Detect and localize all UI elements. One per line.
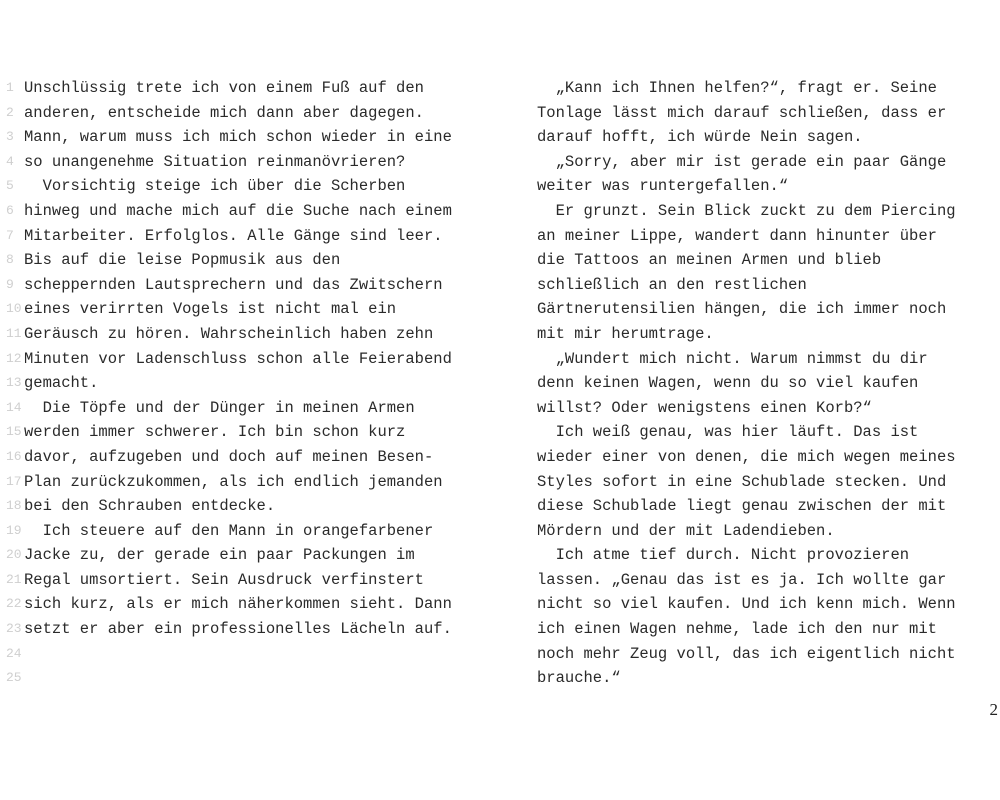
text-line	[0, 494, 510, 519]
text-line: denn keinen Wagen, wenn du so viel kaufen	[537, 374, 919, 393]
line-number: 1	[6, 80, 14, 95]
line-text: Geräusch zu hören. Wahrscheinlich haben zehn	[24, 324, 434, 343]
line-text: gemacht.	[24, 374, 99, 393]
text-line	[0, 174, 510, 199]
line-text: Unschlüssig trete ich von einem Fuß auf den	[24, 79, 424, 97]
text-line: wieder einer von denen, die mich wegen meines	[537, 447, 956, 466]
line-text: Mann, warum muss ich mich schon wieder in eine	[24, 128, 452, 147]
text-line	[0, 420, 510, 445]
line-text: Bis auf die leise Popmusik aus den	[24, 251, 341, 270]
text-line: lassen. „Genau das ist es ja. Ich wollte gar	[537, 570, 947, 589]
line-text: setzt er aber ein professionelles Lächeln auf.	[24, 620, 452, 639]
text-line	[0, 322, 510, 347]
text-line	[0, 617, 510, 642]
line-number: 6	[6, 202, 14, 218]
text-line	[0, 76, 510, 101]
line-text: sich kurz, als er mich näherkommen sieht. Dann	[24, 595, 452, 614]
line-text: hinweg und mache mich auf die Suche nach einem	[24, 201, 452, 220]
text-line	[0, 371, 510, 396]
line-number: 13	[6, 375, 22, 391]
line-text: eines verirrten Vogels ist nicht mal ein	[24, 300, 397, 319]
line-number: 21	[6, 571, 22, 587]
text-line: Ich atme tief durch. Nicht provozieren	[537, 546, 910, 565]
line-text: Vorsichtig steige ich über die Scherben	[24, 177, 406, 196]
text-line: „Sorry, aber mir ist gerade ein paar Gänge	[537, 152, 947, 171]
text-line	[0, 101, 510, 126]
line-number: 7	[6, 227, 14, 243]
text-line: brauche.“	[537, 669, 621, 688]
line-number: 10	[6, 301, 22, 317]
line-text: so unangenehme Situation reinmanövrieren?	[24, 152, 406, 171]
text-line	[0, 568, 510, 593]
text-line	[0, 347, 510, 372]
line-text: Regal umsortiert. Sein Ausdruck verfinstert	[24, 570, 424, 589]
text-line: diese Schublade liegt genau zwischen der mit	[537, 497, 947, 516]
line-number: 8	[6, 252, 14, 268]
line-number: 16	[6, 448, 22, 464]
line-text: scheppernden Lautsprechern und das Zwitschern	[24, 275, 443, 294]
text-line: nicht so viel kaufen. Und ich kenn mich. Wenn	[537, 595, 956, 614]
line-number: 3	[6, 129, 14, 145]
text-line	[0, 248, 510, 273]
right-column	[537, 76, 997, 691]
line-text: Die Töpfe und der Dünger in meinen Armen	[24, 398, 415, 417]
text-line: schließlich an den restlichen	[537, 275, 807, 294]
text-line	[0, 297, 510, 322]
text-line: willst? Oder wenigstens einen Korb?“	[537, 398, 872, 417]
line-number: 18	[6, 498, 22, 514]
line-number: 12	[6, 350, 22, 366]
line-text: Jacke zu, der gerade ein paar Packungen im	[24, 546, 415, 565]
text-line: Styles sofort in eine Schublade stecken. Und	[537, 472, 947, 491]
line-number: 20	[6, 547, 22, 563]
line-number: 5	[6, 178, 14, 194]
text-line: „Kann ich Ihnen helfen?“, fragt er. Seine	[537, 79, 937, 97]
page-number: 2	[989, 700, 998, 719]
line-number: 23	[6, 621, 22, 637]
line-text: Ich steuere auf den Mann in orangefarbener	[24, 521, 434, 540]
line-text: Plan zurückzukommen, als ich endlich jemanden	[24, 472, 443, 491]
line-number: 2	[6, 104, 14, 120]
text-line	[0, 543, 510, 568]
text-line	[0, 470, 510, 495]
text-line	[0, 125, 510, 150]
text-line	[0, 396, 510, 421]
line-number: 19	[6, 522, 22, 538]
text-line: an meiner Lippe, wandert dann hinunter über	[537, 226, 937, 245]
text-line: „Wundert mich nicht. Warum nimmst du dir	[537, 349, 928, 368]
text-line	[0, 445, 510, 470]
text-line: noch mehr Zeug voll, das ich eigentlich nicht	[537, 644, 956, 663]
line-number: 4	[6, 153, 14, 169]
text-line	[0, 224, 510, 249]
text-line	[0, 592, 510, 617]
text-line: Er grunzt. Sein Blick zuckt zu dem Piercing	[537, 201, 956, 220]
text-line	[0, 642, 510, 667]
text-line: Mördern und der mit Ladendieben.	[537, 521, 835, 540]
text-line	[0, 666, 510, 691]
line-number: 9	[6, 276, 14, 292]
left-column	[0, 76, 510, 691]
line-text: anderen, entscheide mich dann aber dagegen.	[24, 103, 424, 122]
line-number: 24	[6, 645, 22, 661]
line-text: werden immer schwerer. Ich bin schon kurz	[24, 423, 406, 442]
text-line	[0, 519, 510, 544]
line-number: 14	[6, 399, 22, 415]
line-number: 11	[6, 325, 22, 341]
text-line: die Tattoos an meinen Armen und blieb	[537, 251, 882, 270]
line-number: 25	[6, 670, 22, 686]
text-line: weiter was runtergefallen.“	[537, 177, 789, 196]
text-line: darauf hofft, ich würde Nein sagen.	[537, 128, 863, 147]
text-line: Tonlage lässt mich darauf schließen, dass er	[537, 103, 947, 122]
text-line: Gärtnerutensilien hängen, die ich immer noch	[537, 300, 947, 319]
text-line: mit mir herumtrage.	[537, 324, 714, 343]
text-line	[0, 199, 510, 224]
line-text: davor, aufzugeben und doch auf meinen Besen-	[24, 447, 434, 466]
text-line: Ich weiß genau, was hier läuft. Das ist	[537, 423, 919, 442]
text-line: ich einen Wagen nehme, lade ich den nur mit	[537, 620, 937, 639]
line-text: Minuten vor Ladenschluss schon alle Feierabend	[24, 349, 452, 368]
text-line	[0, 273, 510, 298]
line-number: 15	[6, 424, 22, 440]
line-text: bei den Schrauben entdecke.	[24, 497, 276, 516]
text-line	[0, 150, 510, 175]
line-number: 22	[6, 596, 22, 612]
line-text: Mitarbeiter. Erfolglos. Alle Gänge sind leer.	[24, 226, 443, 245]
line-number: 17	[6, 473, 22, 489]
